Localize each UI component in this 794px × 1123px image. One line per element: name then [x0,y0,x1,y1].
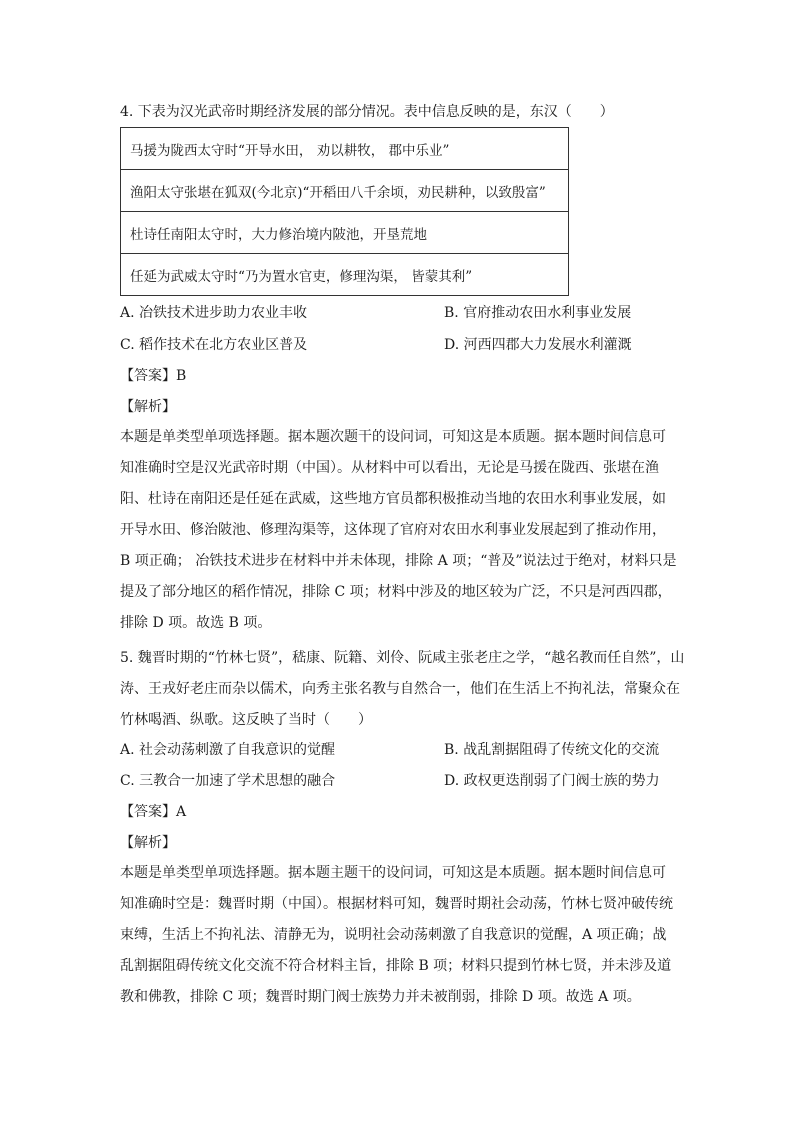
question-4-option-d: D. 河西四郡大力发展水利灌溉 [444,337,632,353]
question-5-analysis-label: 【解析】 [120,835,176,851]
table-row [121,254,569,296]
stem-line: 涛、王戎好老庄而杂以儒术，向秀主张名教与自然合一，他们在生活上不拘礼法，常聚众在 [120,681,680,697]
analysis-line: 知准确时空是汉光武帝时期（中国）。从材料中可以看出，无论是马援在陇西、张堪在渔 [120,460,659,476]
analysis-line: 阳、杜诗在南阳还是任延在武威，这些地方官员都积极推动当地的农田水利事业发展，如 [120,491,666,507]
question-5-option-a: A. 社会动荡刺激了自我意识的觉醒 [120,742,336,758]
question-4-table [120,127,569,296]
table-row [121,212,569,254]
question-5-option-d: D. 政权更迭削弱了门阀士族的势力 [444,773,660,789]
question-4-answer: 【答案】B [120,368,187,384]
table-row [121,170,569,212]
analysis-line: 知准确时空是：魏晋时期（中国）。根据材料可知，魏晋时期社会动荡，竹林七贤冲破传统 [120,896,673,912]
question-5-answer: 【答案】A [120,804,187,820]
table-cell: 任延为武威太守时“乃为置水官吏，修理沟渠， 皆蒙其利” [121,254,569,296]
question-5-stem [120,643,685,736]
analysis-line: 束缚，生活上不拘礼法、清静无为，说明社会动荡刺激了自我意识的觉醒，A 项正确；战 [120,927,667,943]
analysis-line: B 项正确； 冶铁技术进步在材料中并未体现，排除 A 项；“普及”说法过于绝对，材料只是 [120,553,677,569]
analysis-line: 排除 D 项。故选 B 项。 [120,615,272,631]
analysis-line: 提及了部分地区的稻作情况，排除 C 项；材料中涉及的地区较为广泛，不只是河西四郡， [120,584,672,600]
table-cell: 杜诗任南阳太守时，大力修治境内陂池，开垦荒地 [121,212,569,254]
question-4-analysis [120,422,676,639]
analysis-line: 乱割据阻碍传统文化交流不符合材料主旨，排除 B 项；材料只提到竹林七贤，并未涉及道 [120,958,672,974]
question-4-option-a: A. 冶铁技术进步助力农业丰收 [120,305,308,321]
table-cell: 马援为陇西太守时“开导水田， 劝以耕牧， 郡中乐业” [121,128,569,170]
stem-line: 竹林喝酒、纵歌。这反映了当时（ ） [120,712,372,728]
analysis-line: 开导水田、修治陂池、修理沟渠等，这体现了官府对农田水利事业发展起到了推动作用， [120,522,666,538]
question-5-option-c: C. 三教合一加速了学术思想的融合 [120,773,336,789]
question-4-stem: 4. 下表为汉光武帝时期经济发展的部分情况。表中信息反映的是，东汉（ ） [120,104,614,120]
stem-line: 5. 魏晋时期的“竹林七贤”，嵇康、阮籍、刘伶、阮咸主张老庄之学，“越名教而任自然”，山 [120,650,685,666]
table-row [121,128,569,170]
question-4-analysis-label: 【解析】 [120,399,176,415]
question-5-option-b: B. 战乱割据阻碍了传统文化的交流 [444,742,660,758]
analysis-line: 本题是单类型单项选择题。据本题主题干的设问词，可知这是本质题。据本题时间信息可 [120,865,666,881]
analysis-line: 本题是单类型单项选择题。据本题次题干的设问词，可知这是本质题。据本题时间信息可 [120,429,666,445]
question-4-option-c: C. 稻作技术在北方农业区普及 [120,337,308,353]
analysis-line: 教和佛教，排除 C 项；魏晋时期门阀士族势力并未被削弱，排除 D 项。故选 A 项。 [120,989,641,1005]
question-5-analysis [120,858,676,1013]
table-cell: 渔阳太守张堪在狐双(今北京)“开稻田八千余顷，劝民耕种，以致殷富” [121,170,569,212]
question-4-option-b: B. 官府推动农田水利事业发展 [444,305,632,321]
